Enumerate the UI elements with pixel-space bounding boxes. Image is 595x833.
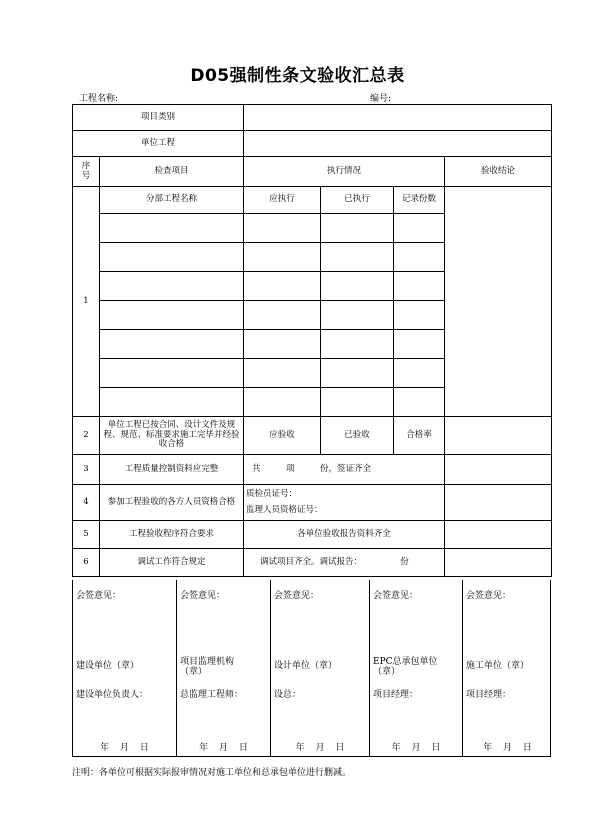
acceptance-table (72, 104, 552, 577)
opinion-label: 会签意见： (76, 591, 122, 601)
date-label: 年 月 日 (483, 743, 532, 753)
page-title: D05强制性条文验收汇总表 (190, 66, 405, 86)
sub-done-header: 已执行 (321, 187, 394, 214)
unit-project-label: 单位工程 (73, 131, 244, 157)
unit-project-field[interactable] (244, 131, 552, 157)
check-item-header: 检查项目 (100, 157, 244, 187)
opinion-label: 会签意见： (373, 591, 419, 601)
person-label: 设总： (274, 690, 302, 700)
date-label: 年 月 日 (391, 743, 441, 753)
sub-records-header: 记录份数 (394, 187, 445, 214)
sub-row-cell[interactable] (100, 243, 244, 272)
sub-row-cell[interactable] (394, 214, 445, 243)
person-label: 项目经理： (466, 690, 512, 700)
sub-row-cell[interactable] (394, 301, 445, 330)
unit-label: 项目监理机构 （章） (180, 657, 235, 677)
sub-row-cell[interactable] (244, 243, 321, 272)
sub-row-cell[interactable] (394, 330, 445, 359)
seq-header: 序 号 (73, 157, 100, 187)
opinion-label: 会签意见： (466, 591, 512, 601)
sub-row-cell[interactable] (244, 272, 321, 301)
row3-value: 共 项 份，签证齐全 (244, 455, 445, 485)
sub-row-cell[interactable] (321, 301, 394, 330)
sub-row-cell[interactable] (394, 243, 445, 272)
sub-name-header: 分部工程名称 (100, 187, 244, 214)
sub-row-cell[interactable] (394, 388, 445, 417)
sub-row-cell[interactable] (100, 330, 244, 359)
sub-row-cell[interactable] (321, 214, 394, 243)
date-label: 年 月 日 (295, 743, 345, 753)
unit-label: 施工单位（章） (466, 661, 530, 671)
signature-col-construction[interactable] (462, 580, 552, 756)
row2-done: 已验收 (321, 417, 394, 455)
footnote: 注明：各单位可根据实际报审情况对施工单位和总承包单位进行删减。 (72, 768, 352, 778)
row4-conclusion-field[interactable] (445, 485, 552, 521)
row6-item: 调试工作符合规定 (100, 549, 244, 577)
signature-col-design[interactable] (270, 580, 369, 756)
row3-number: 3 (73, 455, 100, 485)
unit-label: EPC总承包单位 （章） (373, 657, 438, 677)
project-name-label: 工程名称: (79, 94, 119, 104)
row2-conclusion-field[interactable] (445, 417, 552, 455)
supervisor-cert-label: 监理人员资格证号： (246, 504, 323, 515)
sub-row-cell[interactable] (244, 388, 321, 417)
sub-row-cell[interactable] (321, 243, 394, 272)
sub-row-cell[interactable] (244, 359, 321, 388)
sub-row-cell[interactable] (100, 272, 244, 301)
sub-row-cell[interactable] (394, 359, 445, 388)
inspector-cert-label: 质检员证号： (246, 488, 298, 499)
row2-should: 应验收 (244, 417, 321, 455)
row5-number: 5 (73, 521, 100, 549)
person-label: 项目经理： (373, 690, 419, 700)
signature-section (72, 580, 551, 757)
signature-col-supervision[interactable] (176, 580, 270, 756)
row5-item: 工程验收程序符合要求 (100, 521, 244, 549)
row5-value: 各单位验收报告资料齐全 (244, 521, 445, 549)
sub-row-cell[interactable] (321, 359, 394, 388)
sub-row-cell[interactable] (244, 214, 321, 243)
row3-conclusion-field[interactable] (445, 455, 552, 485)
row1-number: 1 (73, 187, 100, 417)
person-label: 总监理工程师： (180, 690, 244, 700)
row4-item: 参加工程验收的各方人员资格合格 (100, 485, 244, 521)
sub-row-cell[interactable] (321, 388, 394, 417)
conclusion-header: 验收结论 (445, 157, 552, 187)
unit-label: 建设单位（章） (76, 661, 140, 671)
date-label: 年 月 日 (199, 743, 248, 753)
sub-row-cell[interactable] (394, 272, 445, 301)
row5-conclusion-field[interactable] (445, 521, 552, 549)
project-category-field[interactable] (244, 105, 552, 131)
person-label: 建设单位负责人： (76, 690, 149, 700)
sub-row-cell[interactable] (244, 330, 321, 359)
row1-conclusion-field[interactable] (445, 187, 552, 417)
number-label: 编号: (370, 94, 392, 104)
row6-value: 调试项目齐全。调试报告： 份 (244, 549, 445, 577)
sub-row-cell[interactable] (100, 301, 244, 330)
date-label: 年 月 日 (100, 743, 149, 753)
row4-values (244, 485, 445, 521)
signature-col-epc[interactable] (369, 580, 462, 756)
signature-col-owner[interactable] (73, 580, 176, 756)
opinion-label: 会签意见： (180, 591, 226, 601)
sub-row-cell[interactable] (100, 359, 244, 388)
row6-number: 6 (73, 549, 100, 577)
sub-row-cell[interactable] (100, 214, 244, 243)
sub-row-cell[interactable] (321, 272, 394, 301)
sub-should-header: 应执行 (244, 187, 321, 214)
execution-header: 执行情况 (244, 157, 445, 187)
sub-row-cell[interactable] (244, 301, 321, 330)
row4-number: 4 (73, 485, 100, 521)
sub-row-cell[interactable] (321, 330, 394, 359)
row2-number: 2 (73, 417, 100, 455)
row3-item: 工程质量控制资料应完整 (100, 455, 244, 485)
row2-rate: 合格率 (394, 417, 445, 455)
unit-label: 设计单位（章） (274, 661, 338, 671)
row6-conclusion-field[interactable] (445, 549, 552, 577)
sub-row-cell[interactable] (100, 388, 244, 417)
project-category-label: 项目类别 (73, 105, 244, 131)
row2-item: 单位工程已按合同、设计文件及规程、规范、标准要求施工完毕并经验收合格 (100, 417, 244, 455)
opinion-label: 会签意见： (274, 591, 320, 601)
